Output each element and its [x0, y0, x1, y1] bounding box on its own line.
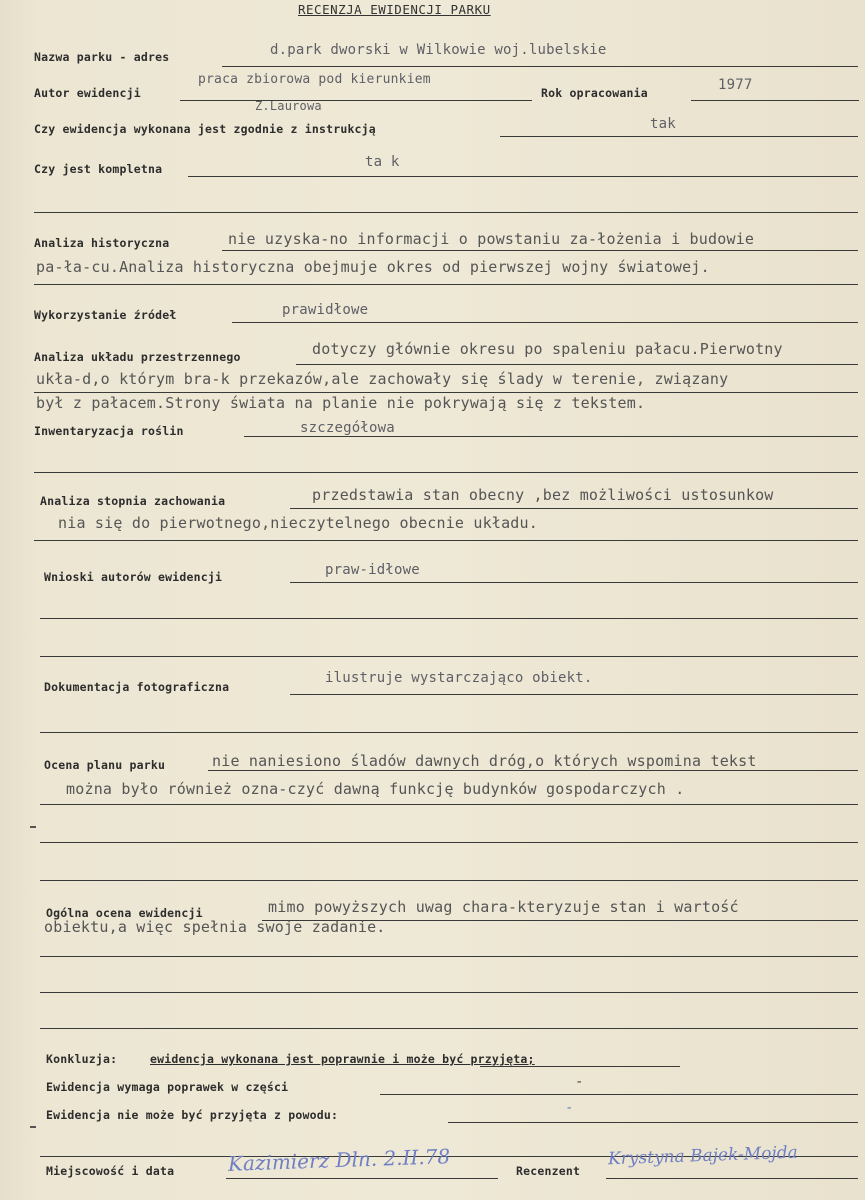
value-uklad-line1: dotyczy głównie okresu po spaleniu pałacu.Pierwotny: [312, 340, 783, 358]
rule-foto-2: [40, 732, 858, 733]
document-title: RECENZJA EWIDENCJI PARKU: [298, 2, 491, 17]
rule-wnioski: [290, 582, 858, 583]
rule-ogolna-3: [40, 992, 858, 993]
rule-blank-1: [34, 212, 858, 213]
label-foto: Dokumentacja fotograficzna: [44, 680, 230, 694]
value-kompletna: ta k: [365, 154, 400, 170]
label-poprawki: Ewidencja wymaga poprawek w części: [46, 1080, 289, 1094]
label-plan: Ocena planu parku: [44, 758, 166, 772]
rule-wnioski-3: [40, 656, 858, 657]
value-zachowanie-line1: przedstawia stan obecny ,bez możliwości ustosunkow: [312, 486, 774, 504]
rule-analiza-hist-1: [222, 250, 858, 251]
rule-plan-3: [40, 842, 858, 843]
rule-recenzent: [606, 1178, 858, 1179]
value-uklad-line3: był z pałacem.Strony świata na planie nie pokrywają się z tekstem.: [36, 394, 646, 412]
label-recenzent: Recenzent: [516, 1164, 581, 1178]
rule-nazwa: [222, 66, 858, 67]
label-uklad: Analiza układu przestrzennego: [34, 350, 241, 364]
value-autor-line2: Z.Laurowa: [255, 99, 322, 113]
value-analiza-hist-line1: nie uzyska-no informacji o powstaniu za-łożenia i budowie: [228, 230, 755, 248]
label-miejscowosc: Miejscowość i data: [46, 1164, 175, 1178]
label-nie-przyjeta: Ewidencja nie może być przyjęta z powodu:: [46, 1108, 339, 1122]
label-zrodla: Wykorzystanie źródeł: [34, 308, 177, 322]
label-wnioski: Wnioski autorów ewidencji: [44, 570, 223, 584]
value-rosliny: szczegółowa: [300, 420, 395, 436]
rule-zachowanie-1: [290, 508, 858, 509]
value-miejscowosc-data: Kazimierz Dln. 2.II.78: [227, 1144, 451, 1176]
label-zachowanie: Analiza stopnia zachowania: [40, 494, 226, 508]
label-nazwa-parku: Nazwa parku - adres: [34, 50, 170, 64]
rule-analiza-hist-2: [34, 284, 858, 285]
rule-rok: [691, 100, 859, 101]
rule-plan-4: [40, 880, 858, 881]
rule-poprawki: [380, 1094, 858, 1095]
rule-plan-1: [208, 770, 858, 771]
value-wnioski: praw-idłowe: [325, 562, 420, 578]
value-analiza-hist-line2: pa-ła-cu.Analiza historyczna obejmuje okres od pierwszej wojny światowej.: [36, 258, 710, 276]
value-ogolna-line2: obiektu,a więc spełnia swoje zadanie.: [44, 918, 386, 936]
konkluzja-text: ewidencja wykonana jest poprawnie i może być przyjęta;: [150, 1052, 535, 1066]
rule-zachowanie-2: [34, 540, 858, 541]
value-zachowanie-line2: nia się do pierwotnego,nieczytelnego obecnie układu.: [58, 514, 538, 532]
label-autor: Autor ewidencji: [34, 86, 141, 100]
rule-kompletna: [188, 176, 858, 177]
margin-mark: [30, 1126, 36, 1128]
rule-foto: [290, 694, 858, 695]
value-nie-przyjeta: -: [565, 1100, 574, 1116]
rule-autor: [180, 100, 532, 101]
rule-ogolna-2: [40, 956, 858, 957]
rule-zrodla: [232, 322, 858, 323]
rule-ogolna-4: [40, 1028, 858, 1029]
rule-miejscowosc: [226, 1178, 498, 1179]
rule-konkluzja: [480, 1066, 680, 1067]
label-ogolna: Ogólna ocena ewidencji: [46, 906, 203, 920]
label-rok: Rok opracowania: [541, 86, 648, 100]
value-ogolna-line1: mimo powyższych uwag chara-kteryzuje stan i wartość: [268, 898, 739, 916]
value-uklad-line2: ukła-d,o którym bra-k przekazów,ale zachowały się ślady w terenie, związany: [36, 370, 729, 388]
rule-rosliny-2: [34, 472, 858, 473]
rule-instrukcja: [500, 136, 858, 137]
label-instrukcja: Czy ewidencja wykonana jest zgodnie z instrukcją: [34, 122, 376, 136]
value-autor-line1: praca zbiorowa pod kierunkiem: [198, 72, 431, 87]
value-zrodla: prawidłowe: [282, 302, 369, 318]
rule-nie-przyjeta: [448, 1122, 858, 1123]
rule-uklad-1: [296, 364, 858, 365]
label-kompletna: Czy jest kompletna: [34, 162, 163, 176]
rule-plan-2: [40, 804, 858, 805]
rule-wnioski-2: [40, 618, 858, 619]
rule-rosliny: [244, 436, 858, 437]
label-konkluzja: Konkluzja:: [46, 1052, 118, 1066]
value-poprawki: -: [575, 1074, 584, 1090]
value-nazwa-parku: d.park dworski w Wilkowie woj.lubelskie: [270, 42, 607, 58]
label-analiza-historyczna: Analiza historyczna: [34, 236, 170, 250]
margin-mark: [30, 826, 36, 828]
value-foto: ilustruje wystarczająco obiekt.: [325, 670, 593, 686]
recenzent-signature: Krystyna Bajek-Mojda: [607, 1142, 799, 1170]
value-instrukcja: tak: [650, 116, 676, 132]
rule-uklad-2: [34, 392, 858, 393]
value-plan-line2: można było również ozna-czyć dawną funkcję budynków gospodarczych .: [66, 780, 685, 798]
label-rosliny: Inwentaryzacja roślin: [34, 424, 184, 438]
value-plan-line1: nie naniesiono śladów dawnych dróg,o których wspomina tekst: [212, 752, 757, 770]
value-rok: 1977: [718, 77, 753, 93]
